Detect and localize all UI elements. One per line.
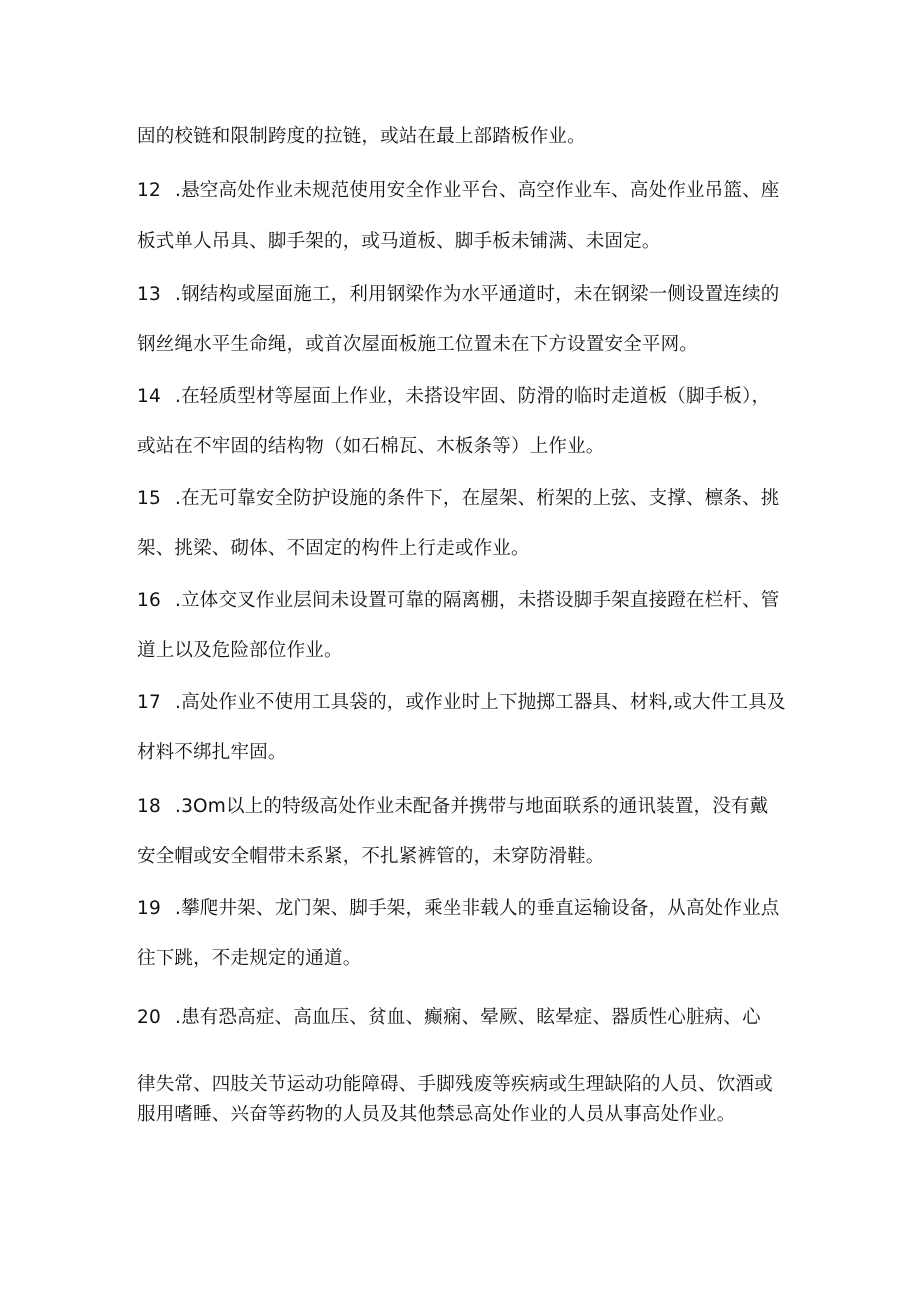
item-14-line-1 [137,384,797,410]
item-15-line-2: 架、挑梁、砌体、不固定的构件上行走或作业。 [137,538,530,559]
item-text: .在轻质型材等屋面上作业，未搭设牢固、防滑的临时走道板（脚手板）， [175,386,771,407]
item-12-line-1 [137,178,797,204]
item-number: 18 [137,796,161,817]
item-number: 14 [137,386,161,407]
item-12-line-2: 板式单人吊具、脚手架的，或马道板、脚手板未铺满、未固定。 [137,231,661,252]
item-number: 17 [137,692,161,713]
item-15-line-1 [137,486,797,512]
item-text: .攀爬井架、龙门架、脚手架，乘坐非载人的垂直运输设备，从高处作业点 [175,898,780,919]
item-14-line-2: 或站在不牢固的结构物（如石棉瓦、木板条等）上作业。 [137,436,605,457]
item-number: 12 [137,180,161,201]
item-13-line-1 [137,282,797,308]
item-number: 19 [137,898,161,919]
item-text: .在无可靠安全防护设施的条件下，在屋架、桁架的上弦、支撑、檩条、挑 [175,488,780,509]
item-text: .患有恐高症、高血压、贫血、癫痫、晕厥、眩晕症、器质性心脏病、心 [175,1007,761,1028]
item-20-line-3: 服用嗜睡、兴奋等药物的人员及其他禁忌高处作业的人员从事高处作业。 [137,1104,736,1125]
item-20-line-2: 律失常、四肢关节运动功能障碍、手脚残废等疾病或生理缺陷的人员、饮酒或 [137,1074,773,1095]
item-number: 20 [137,1007,161,1028]
item-19-line-2: 往下跳，不走规定的通道。 [137,948,362,969]
item-18-line-2: 安全帽或安全帽带未系紧，不扎紧裤管的，未穿防滑鞋。 [137,846,605,867]
item-18-line-1 [137,794,797,820]
item-text: .钢结构或屋面施工，利用钢梁作为水平通道时，未在钢梁一侧设置连续的 [175,284,780,305]
item-17-line-2: 材料不绑扎牢固。 [137,742,287,763]
item-13-line-2: 钢丝绳水平生命绳，或首次屋面板施工位置未在下方设置安全平网。 [137,334,699,355]
item-17-line-1 [137,690,797,716]
item-16-line-2: 道上以及危险部位作业。 [137,640,343,661]
item-text: .3Om以上的特级高处作业未配备并携带与地面联系的通讯装置，没有戴 [175,796,769,817]
item-number: 15 [137,488,161,509]
item-19-line-1 [137,896,797,922]
item-text: .悬空高处作业未规范使用安全作业平台、高空作业车、高处作业吊篮、座 [175,180,780,201]
item-number: 13 [137,284,161,305]
item-text: .高处作业不使用工具袋的，或作业时上下抛掷工器具、材料,或大件工具及 [175,692,786,713]
item-number: 16 [137,590,161,611]
item-16-line-1 [137,588,797,614]
continuation-text: 固的校链和限制跨度的拉链，或站在最上部踏板作业。 [137,126,586,147]
item-20-line-1 [137,1005,797,1031]
item-text: .立体交叉作业层间未设置可靠的隔离棚，未搭设脚手架直接蹬在栏杆、管 [175,590,780,611]
